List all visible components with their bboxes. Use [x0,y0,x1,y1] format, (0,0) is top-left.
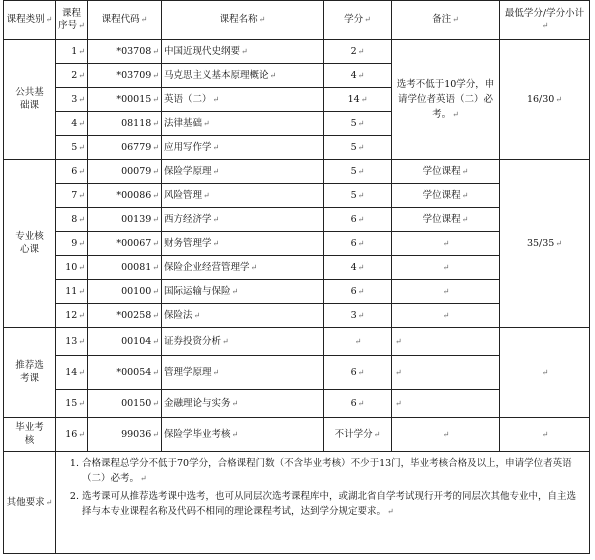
seq-cell [56,40,88,64]
header-code-label: 课程代码 [101,14,140,25]
credit-value: 5 [350,117,357,129]
category-recommend [4,328,56,418]
public-min-value: 16/30 [526,93,555,105]
para-mark: ↵ [357,262,365,272]
para-mark: ↵ [78,429,85,439]
seq-value: 7 [71,189,78,201]
name-cell [162,160,324,184]
code-cell [88,184,162,208]
name-cell [162,208,324,232]
para-mark: ↵ [152,286,159,296]
header-seq [56,1,88,40]
para-mark: ↵ [140,15,148,24]
seq-cell [56,208,88,232]
name-cell [162,88,324,112]
code-cell [88,136,162,160]
credit-value: 4 [350,69,357,81]
code-value: *00086 [116,189,152,201]
requirement-text: 合格课程总学分不低于70学分，合格课程门数（不含毕业考核）不少于13门，毕业考核合格及以上，申请学位者英语（二）必考。 [82,458,572,484]
header-code [88,1,162,40]
code-value: *00054 [116,366,152,378]
name-cell [162,136,324,160]
curriculum-table-wrapper [3,0,589,554]
para-mark: ↵ [212,166,220,176]
credit-value: 5 [350,165,357,177]
note-value: 学位课程 [422,165,461,177]
credit-cell [324,356,392,390]
credit-cell [324,136,392,160]
seq-value: 14 [65,366,78,378]
table-row [4,40,590,64]
name-cell [162,390,324,418]
header-name [162,1,324,40]
para-mark: ↵ [461,166,469,176]
category-graduate-label: 毕业考核 [15,422,44,446]
seq-cell [56,160,88,184]
name-cell [162,232,324,256]
para-mark: ↵ [152,190,159,200]
requirements-label: 其他要求 [6,496,45,508]
seq-cell [56,64,88,88]
code-value: *03709 [116,69,152,81]
seq-value: 8 [71,213,78,225]
seq-value: 5 [71,141,78,153]
code-value: 00079 [121,165,152,177]
name-cell [162,112,324,136]
category-public-label: 公共基础课 [15,87,44,111]
para-mark: ↵ [152,166,159,176]
credit-value: 6 [350,397,357,409]
para-mark: ↵ [442,238,450,248]
para-mark: ↵ [152,46,159,56]
para-mark: ↵ [357,142,365,152]
name-value: 应用写作学 [164,141,212,153]
credit-value: 6 [350,213,357,225]
table-row [4,328,590,356]
credit-cell [324,280,392,304]
name-value: 中国近现代史纲要 [164,45,241,57]
code-cell [88,390,162,418]
note-cell [392,160,500,184]
para-mark: ↵ [357,238,365,248]
header-note [392,1,500,40]
para-mark: ↵ [152,142,159,152]
credit-value: 5 [350,141,357,153]
para-mark: ↵ [152,118,159,128]
para-mark: ↵ [395,367,402,377]
code-cell [88,356,162,390]
name-value: 国际运输与保险 [164,285,231,297]
note-cell [392,208,500,232]
name-cell [162,64,324,88]
para-mark: ↵ [357,286,365,296]
seq-cell [56,356,88,390]
para-mark: ↵ [152,429,159,439]
code-value: 00100 [121,285,152,297]
credit-value: 2 [350,45,357,57]
credit-cell [324,418,392,452]
seq-value: 16 [65,428,78,440]
para-mark: ↵ [45,15,53,24]
para-mark: ↵ [212,367,220,377]
note-cell [392,304,500,328]
credit-value: 4 [350,261,357,273]
para-mark: ↵ [395,398,402,408]
code-cell [88,328,162,356]
para-mark: ↵ [442,262,450,272]
para-mark: ↵ [357,398,365,408]
para-mark: ↵ [152,94,159,104]
major-min-value: 35/35 [526,237,555,249]
para-mark: ↵ [231,429,239,439]
para-mark: ↵ [78,336,85,346]
credit-cell [324,232,392,256]
para-mark: ↵ [45,497,53,507]
para-mark: ↵ [78,142,85,152]
header-category-label: 课程类别 [6,14,45,25]
note-value: 学位课程 [422,189,461,201]
header-credit-label: 学分 [344,14,364,25]
public-note-text: 选考不低于10学分，申请学位者英语（二）必考。 [396,79,495,120]
para-mark: ↵ [541,429,549,439]
seq-cell [56,136,88,160]
credit-value: 5 [350,189,357,201]
para-mark: ↵ [231,398,239,408]
para-mark: ↵ [78,21,85,30]
header-seq-label: 课程序号 [58,8,81,31]
credit-cell [324,304,392,328]
code-value: *03708 [116,45,152,57]
requirement-item [82,489,583,519]
para-mark: ↵ [152,367,159,377]
note-cell [392,184,500,208]
para-mark: ↵ [357,310,365,320]
para-mark: ↵ [461,214,469,224]
para-mark: ↵ [258,15,266,24]
category-recommend-label: 推荐选考课 [15,360,44,384]
header-min [500,1,590,40]
code-value: 99036 [121,428,152,440]
code-value: 08118 [121,117,152,129]
para-mark: ↵ [78,367,85,377]
code-value: 06779 [121,141,152,153]
para-mark: ↵ [78,166,85,176]
seq-cell [56,112,88,136]
para-mark: ↵ [152,238,159,248]
header-category [4,1,56,40]
para-mark: ↵ [78,46,85,56]
name-cell [162,256,324,280]
credit-cell [324,112,392,136]
para-mark: ↵ [357,118,365,128]
note-cell [392,390,500,418]
para-mark: ↵ [461,190,469,200]
credit-value: 不计学分 [334,428,373,440]
requirements-label-cell [4,452,56,554]
para-mark: ↵ [357,190,365,200]
seq-value: 4 [71,117,78,129]
para-mark: ↵ [541,21,549,30]
para-mark: ↵ [241,46,248,56]
header-note-label: 备注 [432,14,452,25]
name-value: 保险法 [164,309,193,321]
credit-value: 6 [350,285,357,297]
seq-cell [56,88,88,112]
para-mark: ↵ [78,262,85,272]
seq-value: 11 [65,285,78,297]
para-mark: ↵ [152,336,159,346]
requirement-text: 选考课可从推荐选考课中选考，也可从同层次选考课程库中，或湖北省自学考试现行开考的同层次其他专业中，自主选择与本专业课程名称及代码不相同的理论课程考试，达到学分规定要求。 [82,491,577,517]
para-mark: ↵ [212,238,220,248]
credit-cell [324,40,392,64]
name-cell [162,418,324,452]
para-mark: ↵ [152,70,159,80]
para-mark: ↵ [357,46,365,56]
category-graduate [4,418,56,452]
name-value: 证券投资分析 [164,335,222,347]
name-value: 风险管理 [164,189,203,201]
para-mark: ↵ [357,367,365,377]
para-mark: ↵ [140,474,147,483]
code-value: *00258 [116,309,152,321]
code-value: 00081 [121,261,152,273]
credit-value: 3 [350,309,357,321]
table-row [4,160,590,184]
para-mark: ↵ [269,70,277,80]
code-cell [88,232,162,256]
para-mark: ↵ [360,94,368,104]
name-value: 财务管理学 [164,237,212,249]
public-min [500,40,590,160]
para-mark: ↵ [212,214,220,224]
note-value: 学位课程 [422,213,461,225]
code-cell [88,64,162,88]
credit-cell [324,328,392,356]
seq-value: 13 [65,335,78,347]
public-note [392,40,500,160]
para-mark: ↵ [387,507,394,516]
para-mark: ↵ [555,238,563,248]
seq-value: 3 [71,93,78,105]
name-value: 马克思主义基本原理概论 [164,69,269,81]
note-cell [392,418,500,452]
para-mark: ↵ [203,190,210,200]
credit-value: 6 [350,237,357,249]
seq-value: 12 [65,309,78,321]
seq-value: 10 [65,261,78,273]
para-mark: ↵ [78,94,85,104]
seq-value: 1 [71,45,78,57]
name-value: 英语（二） [164,93,212,105]
code-cell [88,160,162,184]
name-value: 管理学原理 [164,366,212,378]
para-mark: ↵ [541,367,549,377]
category-major-label: 专业核心课 [15,231,44,255]
seq-value: 15 [65,397,78,409]
para-mark: ↵ [152,262,159,272]
credit-value: 14 [347,93,360,105]
credit-cell [324,160,392,184]
credit-cell [324,64,392,88]
credit-cell [324,184,392,208]
code-cell [88,256,162,280]
para-mark: ↵ [78,238,85,248]
major-min [500,160,590,328]
code-value: 00104 [121,335,152,347]
credit-value: 6 [350,366,357,378]
para-mark: ↵ [250,262,258,272]
para-mark: ↵ [152,310,159,320]
requirements-list [62,456,583,519]
credit-cell [324,256,392,280]
name-cell [162,40,324,64]
header-credit [324,1,392,40]
para-mark: ↵ [452,110,459,119]
para-mark: ↵ [357,214,365,224]
seq-cell [56,418,88,452]
para-mark: ↵ [78,398,85,408]
para-mark: ↵ [193,310,201,320]
seq-cell [56,328,88,356]
requirements-row [4,452,590,554]
credit-cell [324,88,392,112]
name-cell [162,280,324,304]
para-mark: ↵ [373,429,381,439]
code-value: 00150 [121,397,152,409]
para-mark: ↵ [78,118,85,128]
code-cell [88,304,162,328]
para-mark: ↵ [452,15,459,24]
para-mark: ↵ [442,286,450,296]
code-cell [88,280,162,304]
note-cell [392,280,500,304]
code-cell [88,418,162,452]
para-mark: ↵ [555,94,563,104]
recommend-min [500,328,590,418]
table-row [4,418,590,452]
note-cell [392,256,500,280]
para-mark: ↵ [442,429,450,439]
curriculum-table [3,0,590,554]
name-cell [162,328,324,356]
para-mark: ↵ [203,118,210,128]
para-mark: ↵ [364,15,371,24]
seq-value: 9 [71,237,78,249]
para-mark: ↵ [78,310,85,320]
note-cell [392,328,500,356]
seq-value: 6 [71,165,78,177]
code-value: *00067 [116,237,152,249]
name-value: 西方经济学 [164,213,212,225]
seq-value: 2 [71,69,78,81]
code-cell [88,112,162,136]
seq-cell [56,280,88,304]
para-mark: ↵ [354,336,362,346]
credit-cell [324,390,392,418]
para-mark: ↵ [152,214,159,224]
para-mark: ↵ [152,398,159,408]
para-mark: ↵ [222,336,229,346]
para-mark: ↵ [78,190,85,200]
para-mark: ↵ [442,310,450,320]
name-cell [162,184,324,208]
para-mark: ↵ [78,286,85,296]
code-value: *00015 [116,93,152,105]
seq-cell [56,232,88,256]
category-public [4,40,56,160]
name-value: 金融理论与实务 [164,397,231,409]
code-cell [88,208,162,232]
code-value: 00139 [121,213,152,225]
seq-cell [56,184,88,208]
para-mark: ↵ [78,214,85,224]
para-mark: ↵ [212,94,220,104]
code-cell [88,88,162,112]
note-cell [392,232,500,256]
name-cell [162,356,324,390]
para-mark: ↵ [212,142,220,152]
name-value: 保险企业经营管理学 [164,261,250,273]
seq-cell [56,256,88,280]
requirement-item [82,456,583,486]
name-value: 法律基础 [164,117,203,129]
para-mark: ↵ [357,70,365,80]
seq-cell [56,390,88,418]
name-value: 保险学毕业考核 [164,428,231,440]
note-cell [392,356,500,390]
requirements-content [56,452,590,554]
header-name-label: 课程名称 [219,14,258,25]
seq-cell [56,304,88,328]
credit-cell [324,208,392,232]
code-cell [88,40,162,64]
name-value: 保险学原理 [164,165,212,177]
para-mark: ↵ [78,70,85,80]
para-mark: ↵ [231,286,239,296]
name-cell [162,304,324,328]
header-min-label: 最低学分/学分小计 [504,8,585,19]
header-row [4,1,590,40]
category-major [4,160,56,328]
graduate-min [500,418,590,452]
para-mark: ↵ [395,336,402,346]
para-mark: ↵ [357,166,365,176]
